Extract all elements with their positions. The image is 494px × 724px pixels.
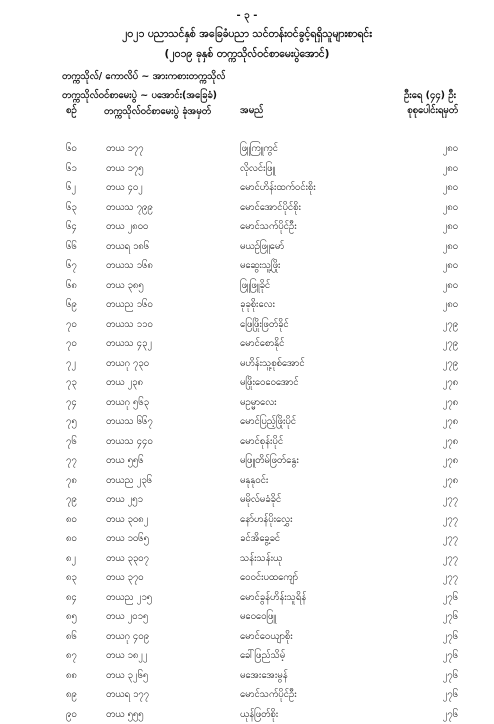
table-row	[0, 334, 494, 354]
table-row	[0, 529, 494, 549]
row-name: မောင်သက်ပိုင်ဦး	[240, 220, 410, 234]
row-score: ၂၇၉	[410, 357, 458, 371]
row-number: ၆၀	[66, 142, 106, 156]
row-roll-number: တယည ၂၁၅	[106, 591, 196, 605]
row-score: ၂၇၆	[410, 669, 458, 683]
row-roll-number: တယသ ၁၆၈	[106, 259, 196, 273]
row-number: ၇၇	[66, 454, 106, 468]
row-name: လိုလင်းဖြူ	[240, 162, 410, 176]
row-score: ၂၇၆	[410, 630, 458, 644]
row-roll-number: တယ ၂၀၁၅	[106, 610, 196, 624]
table-row	[0, 490, 494, 510]
row-name: မောင်ဟိန်းထက်ဝင်းစိုး	[240, 181, 410, 195]
table-row	[0, 393, 494, 413]
row-score: ၂၇၇	[410, 532, 458, 546]
table-row	[0, 510, 494, 530]
table-row	[0, 354, 494, 374]
row-score: ၂၇၇	[410, 493, 458, 507]
row-name: မောင်သက်ပိုင်ဦး	[240, 688, 410, 702]
table-row	[0, 139, 494, 159]
table-row	[0, 568, 494, 588]
row-number: ၈၄	[66, 591, 106, 605]
table-row	[0, 471, 494, 491]
row-name: သန်းသန်းယု	[240, 552, 410, 566]
table-row	[0, 373, 494, 393]
row-name: ဖြူကြူကွင်	[240, 142, 410, 156]
row-name: ခေါ်ဖြည်သိမ့်	[240, 649, 410, 663]
row-name: မနုနုဝင်း	[240, 474, 410, 488]
row-roll-number: တယည ၁၆၀	[106, 298, 196, 312]
table-row	[0, 607, 494, 627]
row-score: ၂၇၈	[410, 396, 458, 410]
row-number: ၈၃	[66, 571, 106, 585]
exam-line: တက္ကသိုလ်ဝင်စာမေးပွဲ ~ ပအောင်း(အခြေခံ)	[62, 89, 217, 103]
table-row	[0, 685, 494, 705]
row-roll-number: တယ ၃၂၆၅	[106, 669, 196, 683]
row-roll-number: တယ ၅၅၆	[106, 454, 196, 468]
header-roll: တက္ကသိုလ်ဝင်စာမေးပွဲ ခုံအမှတ်	[104, 104, 224, 119]
results-table	[0, 139, 494, 724]
row-name: မောင်အောင်ပိုင်စိုး	[240, 201, 410, 215]
header-no: စဉ်	[66, 104, 77, 118]
row-number: ၈၉	[66, 688, 106, 702]
row-name: ဖြေဖြိုးဖြတ်ခိုင်	[240, 318, 410, 332]
row-number: ၆၃	[66, 201, 106, 215]
table-row	[0, 237, 494, 257]
row-name: နော်ဟန်ပိုးလွှေး	[240, 513, 410, 527]
row-name: မဖြိုးဝေဝေအောင်	[240, 376, 410, 390]
row-roll-number: တယ ၁၇၅	[106, 162, 196, 176]
row-number: ၆၇	[66, 259, 106, 273]
row-name: ခင်အိခွေ့ခင်	[240, 532, 410, 546]
row-roll-number: တယ ၃၈၅	[106, 279, 196, 293]
document-subtitle: (၂၀၁၉ ခုနှစ် တက္ကသိုလ်ဝင်စာမေးပွဲအောင်)	[0, 48, 494, 63]
table-row	[0, 432, 494, 452]
row-number: ၈၅	[66, 610, 106, 624]
row-name: ခုခုစိုးလေး	[240, 298, 410, 312]
row-roll-number: တယသ ၄၄၀	[106, 435, 196, 449]
document-title: ၂၀၂၁ ပညာသင်နှစ် အခြေခံပညာ သင်တန်းဝင်ခွင့်ရရှိသူများစာရင်း	[0, 28, 494, 43]
row-roll-number: တယသ ၆၆၇	[106, 415, 196, 429]
table-row	[0, 178, 494, 198]
row-score: ၂၇၆	[410, 610, 458, 624]
row-name: မဝေဝေဖြူ	[240, 610, 410, 624]
row-number: ၇၅	[66, 415, 106, 429]
row-number: ၈၇	[66, 649, 106, 663]
row-name: မဖြူတိမ်ဖြတ်နွေး	[240, 454, 410, 468]
table-row	[0, 315, 494, 335]
row-score: ၂၈၀	[410, 240, 458, 254]
row-name: မယဉ်ဖြူမော်	[240, 240, 410, 254]
row-score: ၂၈၀	[410, 259, 458, 273]
row-score: ၂၇၇	[410, 571, 458, 585]
table-row	[0, 705, 494, 724]
row-score: ၂၇၈	[410, 435, 458, 449]
row-name: မမိုလ်မခံခိုင်	[240, 493, 410, 507]
row-name: မဥမ္မာလေး	[240, 396, 410, 410]
row-roll-number: တယ ၁၀၆၅	[106, 532, 196, 546]
row-roll-number: တယ ၂၅၁	[106, 493, 196, 507]
row-number: ၈၀	[66, 513, 106, 527]
row-number: ၉၀	[66, 708, 106, 722]
row-roll-number: တယသ ၁၁၀	[106, 318, 196, 332]
row-roll-number: တယရ ၁၇၇	[106, 688, 196, 702]
row-number: ၇၃	[66, 376, 106, 390]
header-name: အမည်	[240, 104, 263, 118]
row-score: ၂၇၆	[410, 688, 458, 702]
table-row	[0, 549, 494, 569]
header-score: စုစုပေါင်းရမှတ်	[407, 104, 458, 118]
row-name: ဝေဝင်းပထကျော်	[240, 571, 410, 585]
row-number: ၈၈	[66, 669, 106, 683]
row-score: ၂၇၆	[410, 708, 458, 722]
row-roll-number: တယ ၂၈၀၀	[106, 220, 196, 234]
row-number: ၇၄	[66, 396, 106, 410]
university-line: တက္ကသိုလ်/ ကောလိပ် ~ အားကစားတက္ကသိုလ်	[62, 70, 225, 84]
row-roll-number: တယ ၁၈၂၂	[106, 649, 196, 663]
row-score: ၂၇၈	[410, 376, 458, 390]
row-score: ၂၇၇	[410, 552, 458, 566]
row-number: ၇၀	[66, 318, 106, 332]
row-score: ၂၇၈	[410, 474, 458, 488]
row-score: ၂၈၀	[410, 181, 458, 195]
row-name: မဆွေးသူ့ဖြိုး	[240, 259, 410, 273]
row-roll-number: တယ ၄၀၂	[106, 181, 196, 195]
row-roll-number: တယ ၃၇၀	[106, 571, 196, 585]
row-name: မောင်ခွန်ဟိန်းသူရိန်	[240, 591, 410, 605]
row-number: ၆၂	[66, 181, 106, 195]
count-line: ဦးရေ (၄၄) ဦး	[404, 89, 456, 103]
row-number: ၇၈	[66, 474, 106, 488]
row-roll-number: တယဂု ၅၆၃	[106, 396, 196, 410]
row-score: ၂၇၆	[410, 649, 458, 663]
row-number: ၆၈	[66, 279, 106, 293]
table-row	[0, 412, 494, 432]
row-name: မအေးအေးမွန်	[240, 669, 410, 683]
page-number: - ၃ -	[0, 8, 494, 23]
row-score: ၂၇၈	[410, 415, 458, 429]
row-roll-number: တယသ ၇၉၉	[106, 201, 196, 215]
row-score: ၂၇၉	[410, 318, 458, 332]
row-roll-number: တယ ၃၀၈၂	[106, 513, 196, 527]
row-score: ၂၇၉	[410, 337, 458, 351]
row-roll-number: တယည ၂၃၆	[106, 474, 196, 488]
table-row	[0, 588, 494, 608]
row-score: ၂၇၇	[410, 513, 458, 527]
table-row	[0, 159, 494, 179]
row-score: ၂၇၈	[410, 454, 458, 468]
row-number: ၇၂	[66, 357, 106, 371]
row-score: ၂၈၀	[410, 279, 458, 293]
row-number: ၈၂	[66, 552, 106, 566]
row-roll-number: တယဂု ၇၃၀	[106, 357, 196, 371]
row-number: ၇၀	[66, 337, 106, 351]
row-name: မောင်စုန်းပိုင်	[240, 435, 410, 449]
table-row	[0, 276, 494, 296]
row-roll-number: တယသ ၄၃၂	[106, 337, 196, 351]
row-number: ၇၉	[66, 493, 106, 507]
row-number: ၆၄	[66, 220, 106, 234]
row-score: ၂၇၆	[410, 591, 458, 605]
row-number: ၆၆	[66, 240, 106, 254]
table-row	[0, 627, 494, 647]
row-roll-number: တယ ၅၅၅	[106, 708, 196, 722]
row-score: ၂၈၀	[410, 298, 458, 312]
row-number: ၆၉	[66, 298, 106, 312]
row-number: ၈၀	[66, 532, 106, 546]
row-roll-number: တယဂု ၄၀၉	[106, 630, 196, 644]
row-name: ဖြူဖြူခိုင်	[240, 279, 410, 293]
table-row	[0, 666, 494, 686]
table-row	[0, 198, 494, 218]
row-number: ၆၁	[66, 162, 106, 176]
row-roll-number: တယ ၃၃၀၇	[106, 552, 196, 566]
table-row	[0, 256, 494, 276]
row-number: ၈၆	[66, 630, 106, 644]
table-row	[0, 646, 494, 666]
table-row	[0, 451, 494, 471]
row-roll-number: တယ ၂၃၈	[106, 376, 196, 390]
row-score: ၂၈၀	[410, 162, 458, 176]
row-score: ၂၈၀	[410, 220, 458, 234]
row-name: မောင်ဝေယျာစိုး	[240, 630, 410, 644]
row-score: ၂၈၀	[410, 201, 458, 215]
row-name: မဟိန်းသူ့စုစ်အောင်	[240, 357, 410, 371]
row-roll-number: တယ ၁၇၇	[106, 142, 196, 156]
row-score: ၂၈၀	[410, 142, 458, 156]
row-roll-number: တယရ ၁၈၆	[106, 240, 196, 254]
row-name: မောင်စောနိုင်	[240, 337, 410, 351]
row-name: မောင်ပြည့်ဖြိုးပိုင်	[240, 415, 410, 429]
table-row	[0, 217, 494, 237]
row-number: ၇၆	[66, 435, 106, 449]
table-row	[0, 295, 494, 315]
row-name: ယုန်ဖြတ်စိုး	[240, 708, 410, 722]
